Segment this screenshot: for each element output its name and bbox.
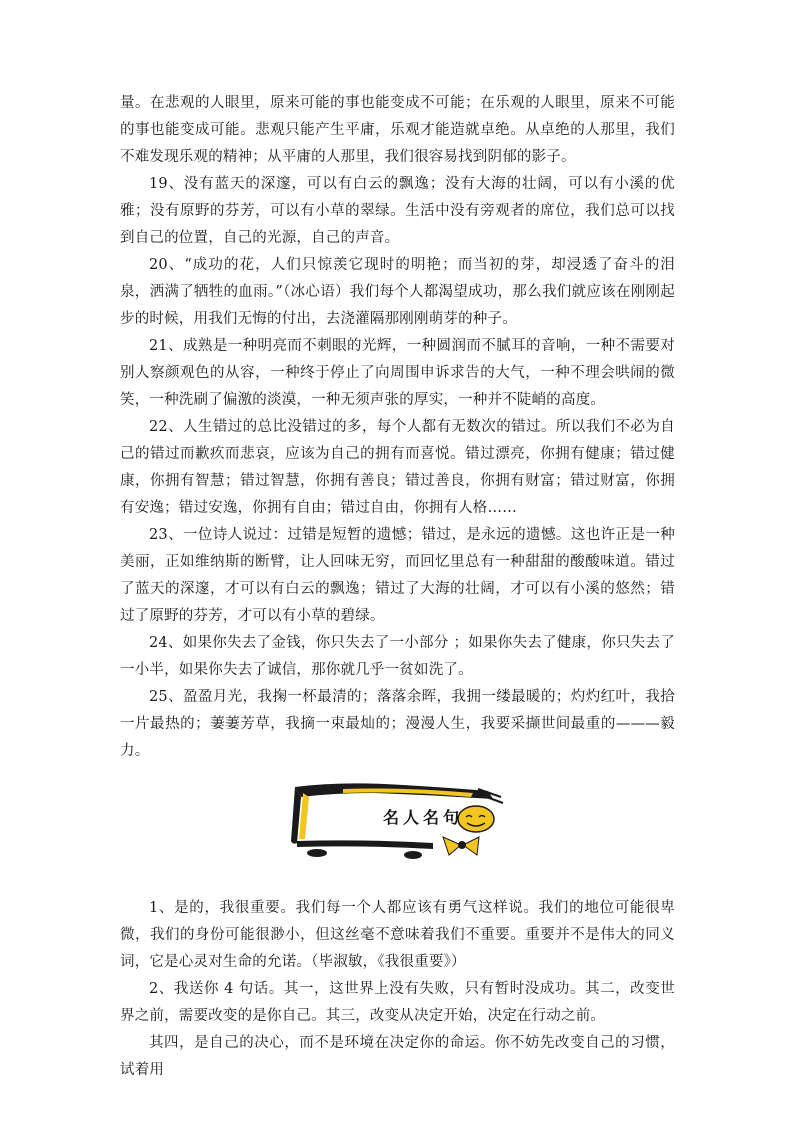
- paragraph: 量。在悲观的人眼里，原来可能的事也能变成不可能；在乐观的人眼里，原来不可能的事也能变成可能。悲观只能产生平庸，乐观才能造就卓绝。从卓绝的人那里，我们不难发现乐观的精神；从平庸的人那里，我们很容易找到阴郁的影子。: [120, 95, 675, 165]
- paragraph: 20、“成功的花，人们只惊羡它现时的明艳；而当初的芽，却浸透了奋斗的泪泉，洒满了牺牲的血雨。”（冰心语）我们每个人都渴望成功，那么我们就应该在刚刚起步的时候，用我们无悔的付出，去浇灌隔那刚刚萌芽的种子。: [120, 257, 675, 327]
- paragraph: 22、人生错过的总比没错过的多，每个人都有无数次的错过。所以我们不必为自己的错过而歉疚而悲哀，应该为自己的拥有而喜悦。错过漂亮，你拥有健康；错过健康，你拥有智慧；错过智慧，你拥有善良；错过善良，你拥有财富；错过财富，你拥有安逸；错过安逸，你拥有自由；错过自由，你拥有人格……: [120, 419, 675, 516]
- paragraph: 19、没有蓝天的深邃，可以有白云的飘逸；没有大海的壮阔，可以有小溪的优雅；没有原野的芬芳，可以有小草的翠绿。生活中没有旁观者的席位，我们总可以找到自己的位置，自己的光源，自己的声音。: [120, 176, 675, 246]
- paragraph: 25、盈盈月光，我掬一杯最清的；落落余晖，我拥一缕最暖的；灼灼红叶，我拾一片最热的；萋萋芳草，我摘一束最灿的；漫漫人生，我要采撷世间最重的———毅力。: [120, 689, 675, 759]
- paragraph: 2、我送你 4 句话。其一，这世界上没有失败，只有暂时没成功。其二，改变世界之前，需要改变的是你自己。其三，改变从决定开始，决定在行动之前。: [120, 981, 675, 1024]
- banner-title: 名人名句: [383, 808, 464, 827]
- section-banner: [283, 779, 523, 859]
- paragraph: 23、一位诗人说过：过错是短暂的遗憾；错过，是永远的遗憾。这也许正是一种美丽，正如维纳斯的断臂，让人回味无穷，而回忆里总有一种甜甜的酸酸味道。错过了蓝天的深邃，才可以有白云的飘逸；错过了大海的壮阔，才可以有小溪的悠然；错过了原野的芬芳，才可以有小草的碧绿。: [120, 527, 675, 624]
- paragraphs-bottom: [120, 895, 675, 1084]
- paragraph: 1、是的，我很重要。我们每一个人都应该有勇气这样说。我们的地位可能很卑微，我们的身份可能很渺小，但这丝毫不意味着我们不重要。重要并不是伟大的同义词，它是心灵对生命的允诺。（毕淑敏，《我很重要》）: [120, 900, 675, 970]
- document-page: [120, 90, 675, 1084]
- paragraph: 21、成熟是一种明亮而不刺眼的光辉，一种圆润而不腻耳的音响，一种不需要对别人察颜观色的从容，一种终于停止了向周围申诉求告的大气，一种不理会哄闹的微笑，一种洗刷了偏激的淡漠，一种无须声张的厚实，一种并不陡峭的高度。: [120, 338, 675, 408]
- paragraph: 24、如果你失去了金钱，你只失去了一小部分 ；如果你失去了健康，你只失去了一小半，如果你失去了诚信，那你就几乎一贫如洗了。: [120, 635, 675, 678]
- paragraph: 其四，是自己的决心，而不是环境在决定你的命运。你不妨先改变自己的习惯，试着用: [120, 1035, 675, 1078]
- paragraphs-top: [120, 90, 675, 765]
